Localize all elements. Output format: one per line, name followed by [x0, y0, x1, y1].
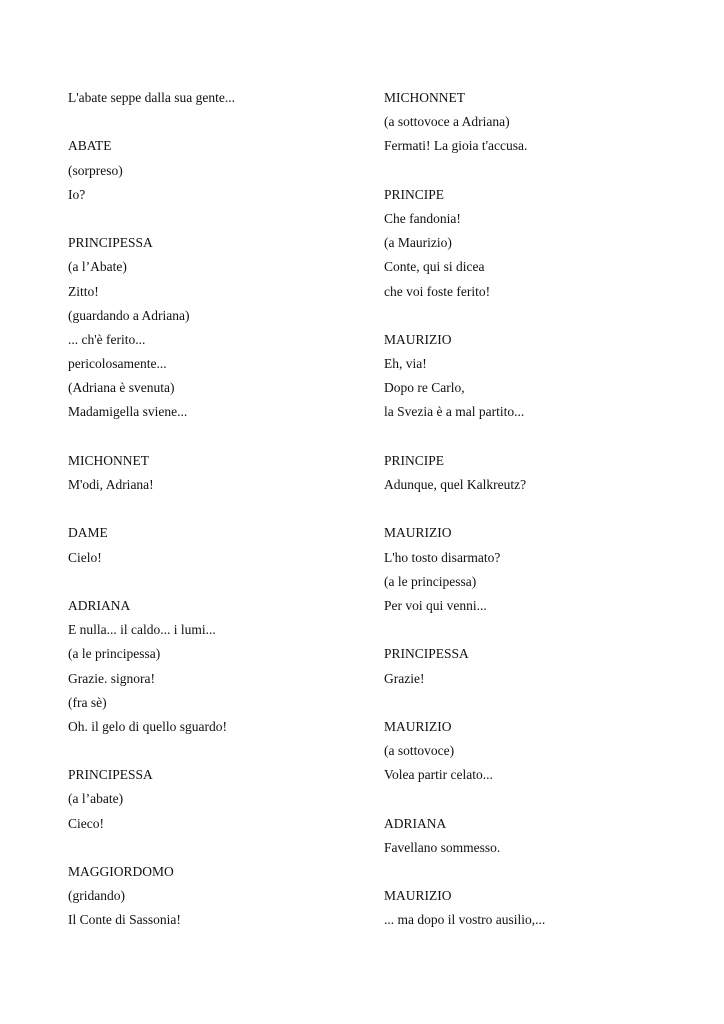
text-line: Grazie. signora!	[68, 670, 155, 686]
text-line: PRINCIPESSA	[68, 767, 153, 783]
blank-line	[384, 304, 684, 328]
text-line: MAURIZIO	[384, 331, 452, 347]
text-line: (a l’abate)	[68, 791, 124, 807]
text-line: (a Maurizio)	[384, 235, 452, 251]
text-line: Dopo re Carlo,	[384, 380, 465, 396]
text-line: L'abate seppe dalla sua gente...	[68, 90, 235, 105]
blank-line	[68, 110, 368, 134]
text-line: PRINCIPE	[384, 452, 445, 468]
text-line: MICHONNET	[384, 90, 465, 105]
text-line: Oh. il gelo di quello sguardo!	[68, 718, 227, 734]
text-line: ADRIANA	[384, 815, 447, 831]
text-line: (guardando a Adriana)	[68, 307, 190, 323]
text-line: Che fandonia!	[384, 210, 461, 226]
blank-line	[384, 618, 684, 642]
text-line: la Svezia è a mal partito...	[384, 404, 525, 420]
text-line: Volea partir celato...	[384, 767, 493, 783]
text-line: (fra sè)	[68, 694, 107, 710]
blank-line	[384, 159, 684, 183]
text-line: ... ch'è ferito...	[68, 331, 146, 347]
left-column	[68, 86, 368, 933]
text-line: Favellano sommesso.	[384, 839, 501, 855]
blank-line	[68, 739, 368, 763]
text-line: (a sottovoce a Adriana)	[384, 114, 510, 130]
text-line: Cieco!	[68, 815, 104, 831]
blank-line	[384, 860, 684, 884]
text-line: MAURIZIO	[384, 525, 452, 541]
text-line: PRINCIPESSA	[384, 646, 469, 662]
blank-line	[68, 836, 368, 860]
text-line: ADRIANA	[68, 597, 131, 613]
text-line: (sorpreso)	[68, 162, 123, 178]
text-line: E nulla... il caldo... i lumi...	[68, 622, 216, 638]
text-line: L'ho tosto disarmato?	[384, 549, 501, 565]
text-line: ABATE	[68, 138, 112, 154]
text-line: Zitto!	[68, 283, 99, 299]
blank-line	[68, 497, 368, 521]
text-line: Il Conte di Sassonia!	[68, 912, 181, 928]
text-line: (a le principessa)	[384, 573, 477, 589]
text-line: Adunque, quel Kalkreutz?	[384, 477, 527, 492]
text-line: Conte, qui si dicea	[384, 259, 485, 275]
text-line: Madamigella sviene...	[68, 404, 188, 420]
text-line: Eh, via!	[384, 356, 427, 372]
text-line: Grazie!	[384, 670, 425, 686]
text-line: Per voi qui venni...	[384, 597, 487, 613]
right-column	[384, 86, 684, 933]
text-line: Fermati! La gioia t'accusa.	[384, 138, 528, 154]
blank-line	[384, 497, 684, 521]
text-line: pericolosamente...	[68, 356, 167, 372]
text-line: MICHONNET	[68, 452, 149, 468]
text-line: PRINCIPESSA	[68, 235, 153, 251]
text-line: (gridando)	[68, 888, 125, 904]
text-line: (Adriana è svenuta)	[68, 380, 175, 396]
blank-line	[68, 425, 368, 449]
blank-line	[384, 425, 684, 449]
blank-line	[384, 691, 684, 715]
text-line: (a sottovoce)	[384, 743, 455, 759]
blank-line	[68, 570, 368, 594]
text-line: MAURIZIO	[384, 888, 452, 904]
text-line: M'odi, Adriana!	[68, 477, 154, 492]
text-line: DAME	[68, 525, 108, 541]
text-line: (a le principessa)	[68, 646, 161, 662]
text-line: Io?	[68, 186, 86, 202]
text-line: che voi foste ferito!	[384, 283, 491, 299]
text-line: MAURIZIO	[384, 718, 452, 734]
blank-line	[384, 787, 684, 811]
text-line: ... ma dopo il vostro ausilio,...	[384, 912, 546, 928]
text-line: Cielo!	[68, 549, 102, 565]
blank-line	[68, 207, 368, 231]
text-line: (a l’Abate)	[68, 259, 127, 275]
text-line: PRINCIPE	[384, 186, 445, 202]
text-line: MAGGIORDOMO	[68, 864, 174, 879]
